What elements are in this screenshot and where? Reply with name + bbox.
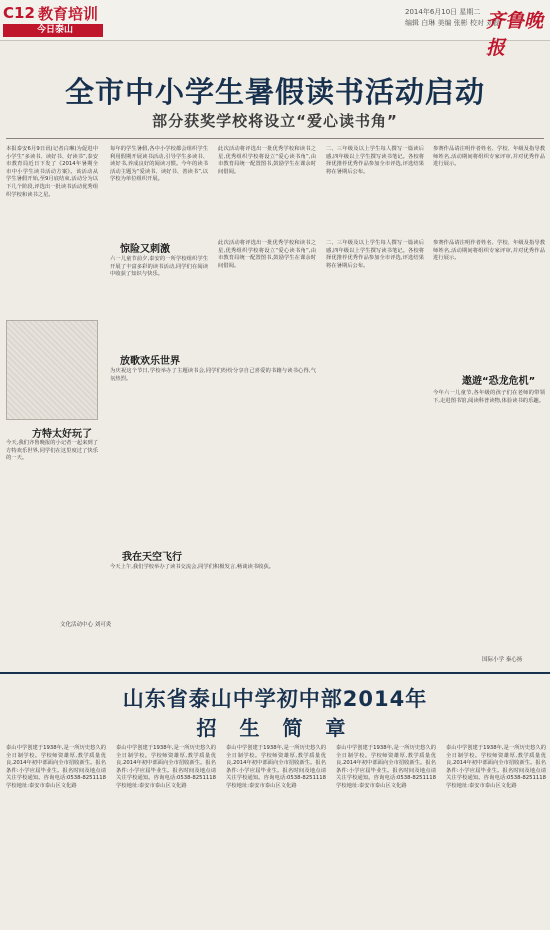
- reporter-credit: 国际小学 秦心扬: [482, 657, 523, 663]
- main-headline: 全市中小学生暑假读书活动启动: [64, 75, 485, 109]
- ad-column-1: 泰山中学创建于1938年,是一所历史悠久的全日制学校。学校师资雄厚,教学质量优良,2014年初中部面向全市招收新生。报名条件:小学应届毕业生。报名时间及地点请关注学校通知。咨询电话:0538-8251118 学校地址:泰安市泰山区文化路: [6, 745, 108, 789]
- article-column-1: 本报泰安6月9日讯(记者白琳)为促进中小学生“多读书、读好书、好读书”,泰安市教育局近日下发了《2014年暑期全市中小学生读书活动方案》。该活动从学生暑假开始,至9月底结束,活动分为以下几个阶段,评选出一批读书活动优秀组织学校和读书之星。: [6, 146, 98, 198]
- story-2-heading: 放歌欢乐世界: [120, 356, 180, 367]
- photo-caption: 文化活动中心 刘可炎: [60, 622, 112, 628]
- photo: [6, 320, 98, 420]
- sub-headline: 部分获奖学校将设立“爱心读书角”: [152, 112, 398, 130]
- date: 2014年6月10日 星期二: [405, 8, 481, 16]
- editor-credits: 编辑 白琳 美编 张彬 校对 刘磊: [405, 19, 501, 27]
- ad-column-3: 泰山中学创建于1938年,是一所历史悠久的全日制学校。学校师资雄厚,教学质量优良,2014年初中部面向全市招收新生。报名条件:小学应届毕业生。报名时间及地点请关注学校通知。咨询电话:0538-8251118 学校地址:泰安市泰山区文化路: [226, 745, 328, 789]
- divider: [6, 138, 544, 139]
- ad-column-2: 泰山中学创建于1938年,是一所历史悠久的全日制学校。学校师资雄厚,教学质量优良,2014年初中部面向全市招收新生。报名条件:小学应届毕业生。报名时间及地点请关注学校通知。咨询电话:0538-8251118 学校地址:泰安市泰山区文化路: [116, 745, 218, 789]
- ad-title: 山东省泰山中学初中部2014年: [122, 687, 428, 711]
- story-3-heading: 遨遊“恐龙危机”: [462, 376, 536, 387]
- story-5-text: 今天,我们齐鲁晚报的小记者一起来到了方特欢乐世界,同学们在这里度过了快乐的一天。: [6, 440, 98, 462]
- article-column-4: 二、三年级及以上学生每人撰写一篇读后感,四年级以上学生撰写读书笔记。各校将择优推荐优秀作品参加全市评选,评选结果将在暑期后公布。: [326, 146, 424, 175]
- ad-column-5: 泰山中学创建于1938年,是一所历史悠久的全日制学校。学校师资雄厚,教学质量优良,2014年初中部面向全市招收新生。报名条件:小学应届毕业生。报名时间及地点请关注学校通知。咨询电话:0538-8251118 学校地址:泰安市泰山区文化路: [446, 745, 548, 789]
- masthead: [0, 0, 550, 59]
- article-column-3: 此次活动将评选出一批优秀学校和读书之星,优秀组织学校将设立“爱心读书角”,由市教育局统一配置图书,鼓励学生在课余时间借阅。: [218, 146, 316, 175]
- story-1-text: 六一儿童节前夕,泰安的一所学校组织学生开展了丰富多彩的读书活动,同学们在阅读中收获了知识与快乐。: [110, 256, 208, 278]
- paper-logo: 齐鲁晚报: [486, 10, 544, 59]
- page-number: C12: [3, 4, 35, 22]
- article-column-4b: 二、三年级及以上学生每人撰写一篇读后感,四年级以上学生撰写读书笔记。各校将择优推荐优秀作品参加全市评选,评选结果将在暑期后公布。: [326, 240, 424, 269]
- story-1-heading: 惊险又刺激: [120, 244, 170, 255]
- article-column-2: 每年的学生暑假,各中小学校都会组织学生利用假期开展读书活动,引导学生多读书、读好书,养成良好的阅读习惯。今年的读书活动主题为“爱读书、读好书、善读书”,以学校为单位组织开展。: [110, 146, 208, 183]
- article-column-3b: 此次活动将评选出一批优秀学校和读书之星,优秀组织学校将设立“爱心读书角”,由市教育局统一配置图书,鼓励学生在课余时间借阅。: [218, 240, 316, 269]
- article-column-5: 参赛作品请注明作者姓名、学校、年级及指导教师姓名,活动期间将组织专家评审,并对优秀作品进行展示。: [433, 146, 545, 168]
- story-4-text: 今天上午,我们学校举办了读书交流会,同学们积极发言,畅谈读书收获。: [110, 564, 274, 570]
- article-column-5b: 参赛作品请注明作者姓名、学校、年级及指导教师姓名,活动期间将组织专家评审,并对优秀作品进行展示。: [433, 240, 545, 262]
- story-2-text: 为庆祝这个节日,学校举办了主题读书会,同学们纷纷分享自己喜爱的书籍与读书心得,气氛热烈。: [110, 368, 316, 382]
- ad-column-4: 泰山中学创建于1938年,是一所历史悠久的全日制学校。学校师资雄厚,教学质量优良,2014年初中部面向全市招收新生。报名条件:小学应届毕业生。报名时间及地点请关注学校通知。咨询电话:0538-8251118 学校地址:泰安市泰山区文化路: [336, 745, 438, 789]
- subsection-bar: 今日泰山: [3, 24, 103, 37]
- section-title: 教育培训: [38, 5, 99, 23]
- ad-subtitle: 招 生 简 章: [196, 716, 354, 740]
- story-3-text: 今年六一儿童节,各年级的孩子们在老师的带领下,走进图书馆,阅读科普读物,体验读书的乐趣。: [433, 390, 545, 404]
- story-5-heading: 方特太好玩了: [32, 429, 92, 440]
- story-4-heading: 我在天空飞行: [122, 552, 182, 563]
- ad-divider: [0, 672, 550, 674]
